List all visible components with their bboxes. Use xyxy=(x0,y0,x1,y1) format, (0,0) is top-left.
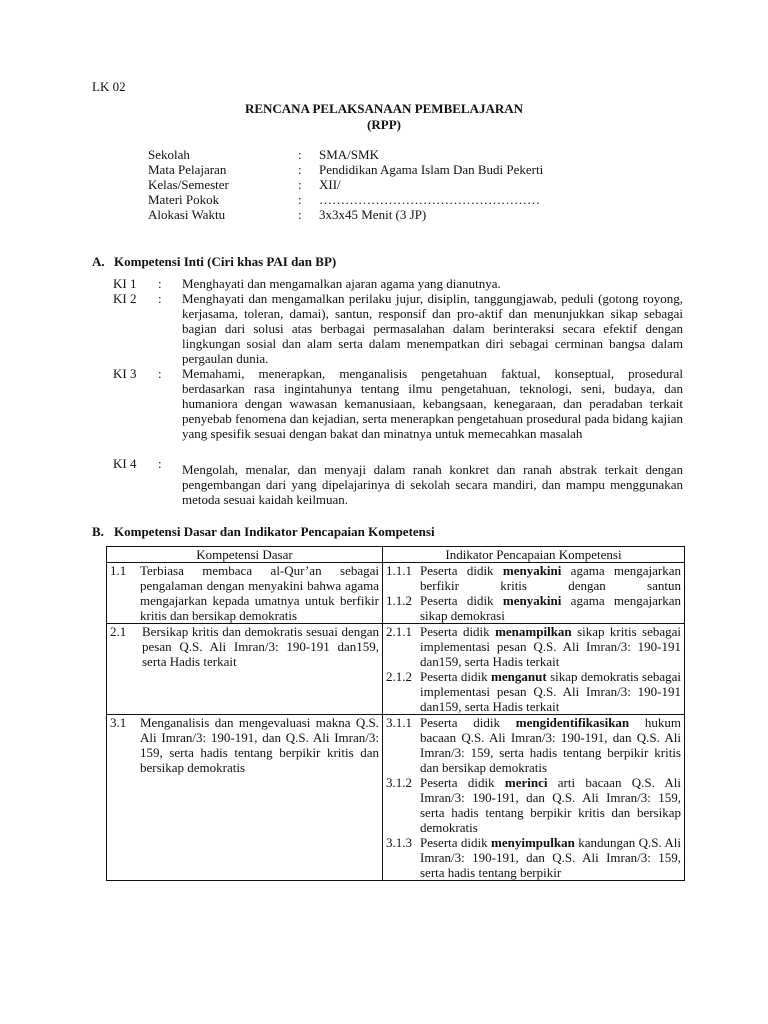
ki-colon: : xyxy=(158,291,162,306)
indicator-item xyxy=(386,624,681,669)
kd-item xyxy=(110,624,379,669)
section-title: Kompetensi Dasar dan Indikator Pencapaian Kompetensi xyxy=(114,524,435,539)
indicator-subject: Peserta didik xyxy=(420,624,490,639)
indicator-text: sikap kritis sebagai implementasi pesan Q.S. Ali Imran/3: 190-191 dan159, serta Hadis terkait xyxy=(420,624,682,669)
indicator-text: sikap demokratis sebagai implementasi pesan Q.S. Ali Imran/3: 190-191 dan159, serta Hadis terkait xyxy=(420,669,682,714)
indicator-cell xyxy=(383,624,685,715)
meta-colon: : xyxy=(298,207,302,222)
table-row xyxy=(107,715,685,881)
indicator-subject: Peserta didik xyxy=(420,669,488,684)
ki-text: Mengolah, menalar, dan menyaji dalam ranah konkret dan ranah abstrak terkait dengan pengembangan dari yang dipelajarinya di sekolah secara mandiri, dan mampu menggunakan metoda sesuai kaidah keilmuan. xyxy=(182,462,683,507)
ki-colon: : xyxy=(158,456,162,471)
meta-value: XII/ xyxy=(319,177,341,192)
indicator-item xyxy=(386,715,681,775)
indicator-keyword: menganut xyxy=(491,669,547,684)
indicator-subject: Peserta didik xyxy=(420,715,500,730)
table-row xyxy=(107,563,685,624)
indicator-number: 3.1.2 xyxy=(386,775,412,790)
ki-label: KI 4 xyxy=(113,456,137,471)
indicator-number: 3.1.1 xyxy=(386,715,412,730)
indicator-keyword: menyakini xyxy=(502,563,562,578)
header-kompetensi-dasar: Kompetensi Dasar xyxy=(107,547,383,563)
indicator-number: 3.1.3 xyxy=(386,835,412,850)
indicator-keyword: merinci xyxy=(504,775,548,790)
indicator-keyword: menyimpulkan xyxy=(491,835,575,850)
indicator-item xyxy=(386,669,681,714)
indicator-subject: Peserta didik xyxy=(420,775,495,790)
indicator-item xyxy=(386,835,681,880)
ki-label: KI 1 xyxy=(113,276,137,291)
section-b-heading xyxy=(92,524,435,539)
meta-colon: : xyxy=(298,192,302,207)
ki-colon: : xyxy=(158,276,162,291)
document-code: LK 02 xyxy=(92,79,126,94)
table-header-row xyxy=(107,547,685,563)
ki-text: Menghayati dan mengamalkan ajaran agama yang dianutnya. xyxy=(182,276,501,291)
document-subtitle: (RPP) xyxy=(367,117,401,132)
indicator-number: 1.1.1 xyxy=(386,563,412,578)
indicator-keyword: menampilkan xyxy=(495,624,572,639)
kd-cell xyxy=(107,624,383,715)
kd-number: 3.1 xyxy=(110,715,127,730)
indicator-keyword: menyakini xyxy=(502,593,562,608)
indicator-keyword: mengidentifikasikan xyxy=(515,715,630,730)
section-letter: B. xyxy=(92,524,104,539)
meta-label: Kelas/Semester xyxy=(148,177,229,192)
section-a-heading xyxy=(92,254,336,269)
kd-text: Bersikap kritis dan demokratis sesuai dengan pesan Q.S. Ali Imran/3: 190-191 dan159, serta Hadis terkait xyxy=(142,624,379,669)
ki-colon: : xyxy=(158,366,162,381)
kd-item xyxy=(110,563,379,623)
indicator-text: hukum bacaan Q.S. Ali Imran/3: 190-191, dan Q.S. Ali Imran/3: 159, serta hadis tentang berpikir kritis dan bersikap demokratis xyxy=(420,715,682,775)
kd-text: Terbiasa membaca al-Qur’an sebagai pengalaman dengan menyakini bahwa agama mengajarkan kepada umatnya untuk berfikir kritis dan bersikap demokratis xyxy=(140,563,379,623)
kd-number: 2.1 xyxy=(110,624,127,639)
kd-text: Menganalisis dan mengevaluasi makna Q.S. Ali Imran/3: 190-191, dan Q.S. Ali Imran/3: 159, serta hadis tentang berpikir kritis dan bersikap demokratis xyxy=(140,715,379,775)
indicator-number: 1.1.2 xyxy=(386,593,412,608)
meta-label: Materi Pokok xyxy=(148,192,220,207)
kd-number: 1.1 xyxy=(110,563,127,578)
meta-label: Sekolah xyxy=(148,147,190,162)
document-title: RENCANA PELAKSANAAN PEMBELAJARAN xyxy=(244,101,524,116)
table-row xyxy=(107,624,685,715)
kd-cell xyxy=(107,563,383,624)
indicator-number: 2.1.2 xyxy=(386,669,412,684)
kd-cell xyxy=(107,715,383,881)
indicator-number: 2.1.1 xyxy=(386,624,412,639)
indicator-text: agama mengajarkan sikap demokrasi xyxy=(420,593,682,623)
meta-value: 3x3x45 Menit (3 JP) xyxy=(319,207,427,222)
indicator-text: kandungan Q.S. Ali Imran/3: 190-191, dan Q.S. Ali Imran/3: 159, serta hadis tentang berpikir xyxy=(420,835,681,880)
section-title: Kompetensi Inti (Ciri khas PAI dan BP) xyxy=(114,254,337,269)
indicator-cell xyxy=(383,563,685,624)
indicator-item xyxy=(386,563,681,593)
ki-text: Memahami, menerapkan, menganalisis pengetahuan faktual, konseptual, prosedural berdasarkan rasa ingintahunya tentang ilmu pengetahuan, teknologi, seni, budaya, dan humaniora dengan wawasan kemanusiaan, kebangsaan, kenegaraan, dan peradaban terkait penyebab fenomena dan kejadian, serta menerapkan pengetahuan prosedural pada bidang kajian yang spesifik sesuai dengan bakat dan minatnya untuk memecahkan masalah xyxy=(182,366,683,441)
meta-label: Alokasi Waktu xyxy=(148,207,226,222)
section-letter: A. xyxy=(92,254,105,269)
indicator-subject: Peserta didik xyxy=(420,593,494,608)
meta-value: SMA/SMK xyxy=(319,147,379,162)
indicator-text: arti bacaan Q.S. Ali Imran/3: 190-191, dan Q.S. Ali Imran/3: 159, serta hadis tentang berpikir kritis dan bersikap demokratis xyxy=(420,775,682,835)
meta-value: …………………………………………… xyxy=(319,192,540,207)
indicator-item xyxy=(386,593,681,623)
meta-colon: : xyxy=(298,162,302,177)
competency-table xyxy=(106,546,685,881)
indicator-subject: Peserta didik xyxy=(420,563,494,578)
meta-colon: : xyxy=(298,177,302,192)
meta-value: Pendidikan Agama Islam Dan Budi Pekerti xyxy=(319,162,544,177)
indicator-cell xyxy=(383,715,685,881)
ki-label: KI 3 xyxy=(113,366,137,381)
ki-text: Menghayati dan mengamalkan perilaku jujur, disiplin, tanggungjawab, peduli (gotong royong, kerjasama, toleran, damai), santun, responsif dan pro-aktif dan menunjukkan sikap sebagai bagian dari solusi atas berbagai permasalahan dalam berinteraksi secara efektif dengan lingkungan sosial dan alam serta dalam menempatkan diri sebagai cerminan bangsa dalam pergaulan dunia. xyxy=(182,291,683,366)
kd-item xyxy=(110,715,379,775)
meta-label: Mata Pelajaran xyxy=(148,162,227,177)
meta-colon: : xyxy=(298,147,302,162)
indicator-subject: Peserta didik xyxy=(420,835,488,850)
indicator-text: agama mengajarkan berfikir kritis dengan santun xyxy=(420,563,682,593)
indicator-item xyxy=(386,775,681,835)
ki-label: KI 2 xyxy=(113,291,137,306)
header-indikator: Indikator Pencapaian Kompetensi xyxy=(383,547,685,563)
